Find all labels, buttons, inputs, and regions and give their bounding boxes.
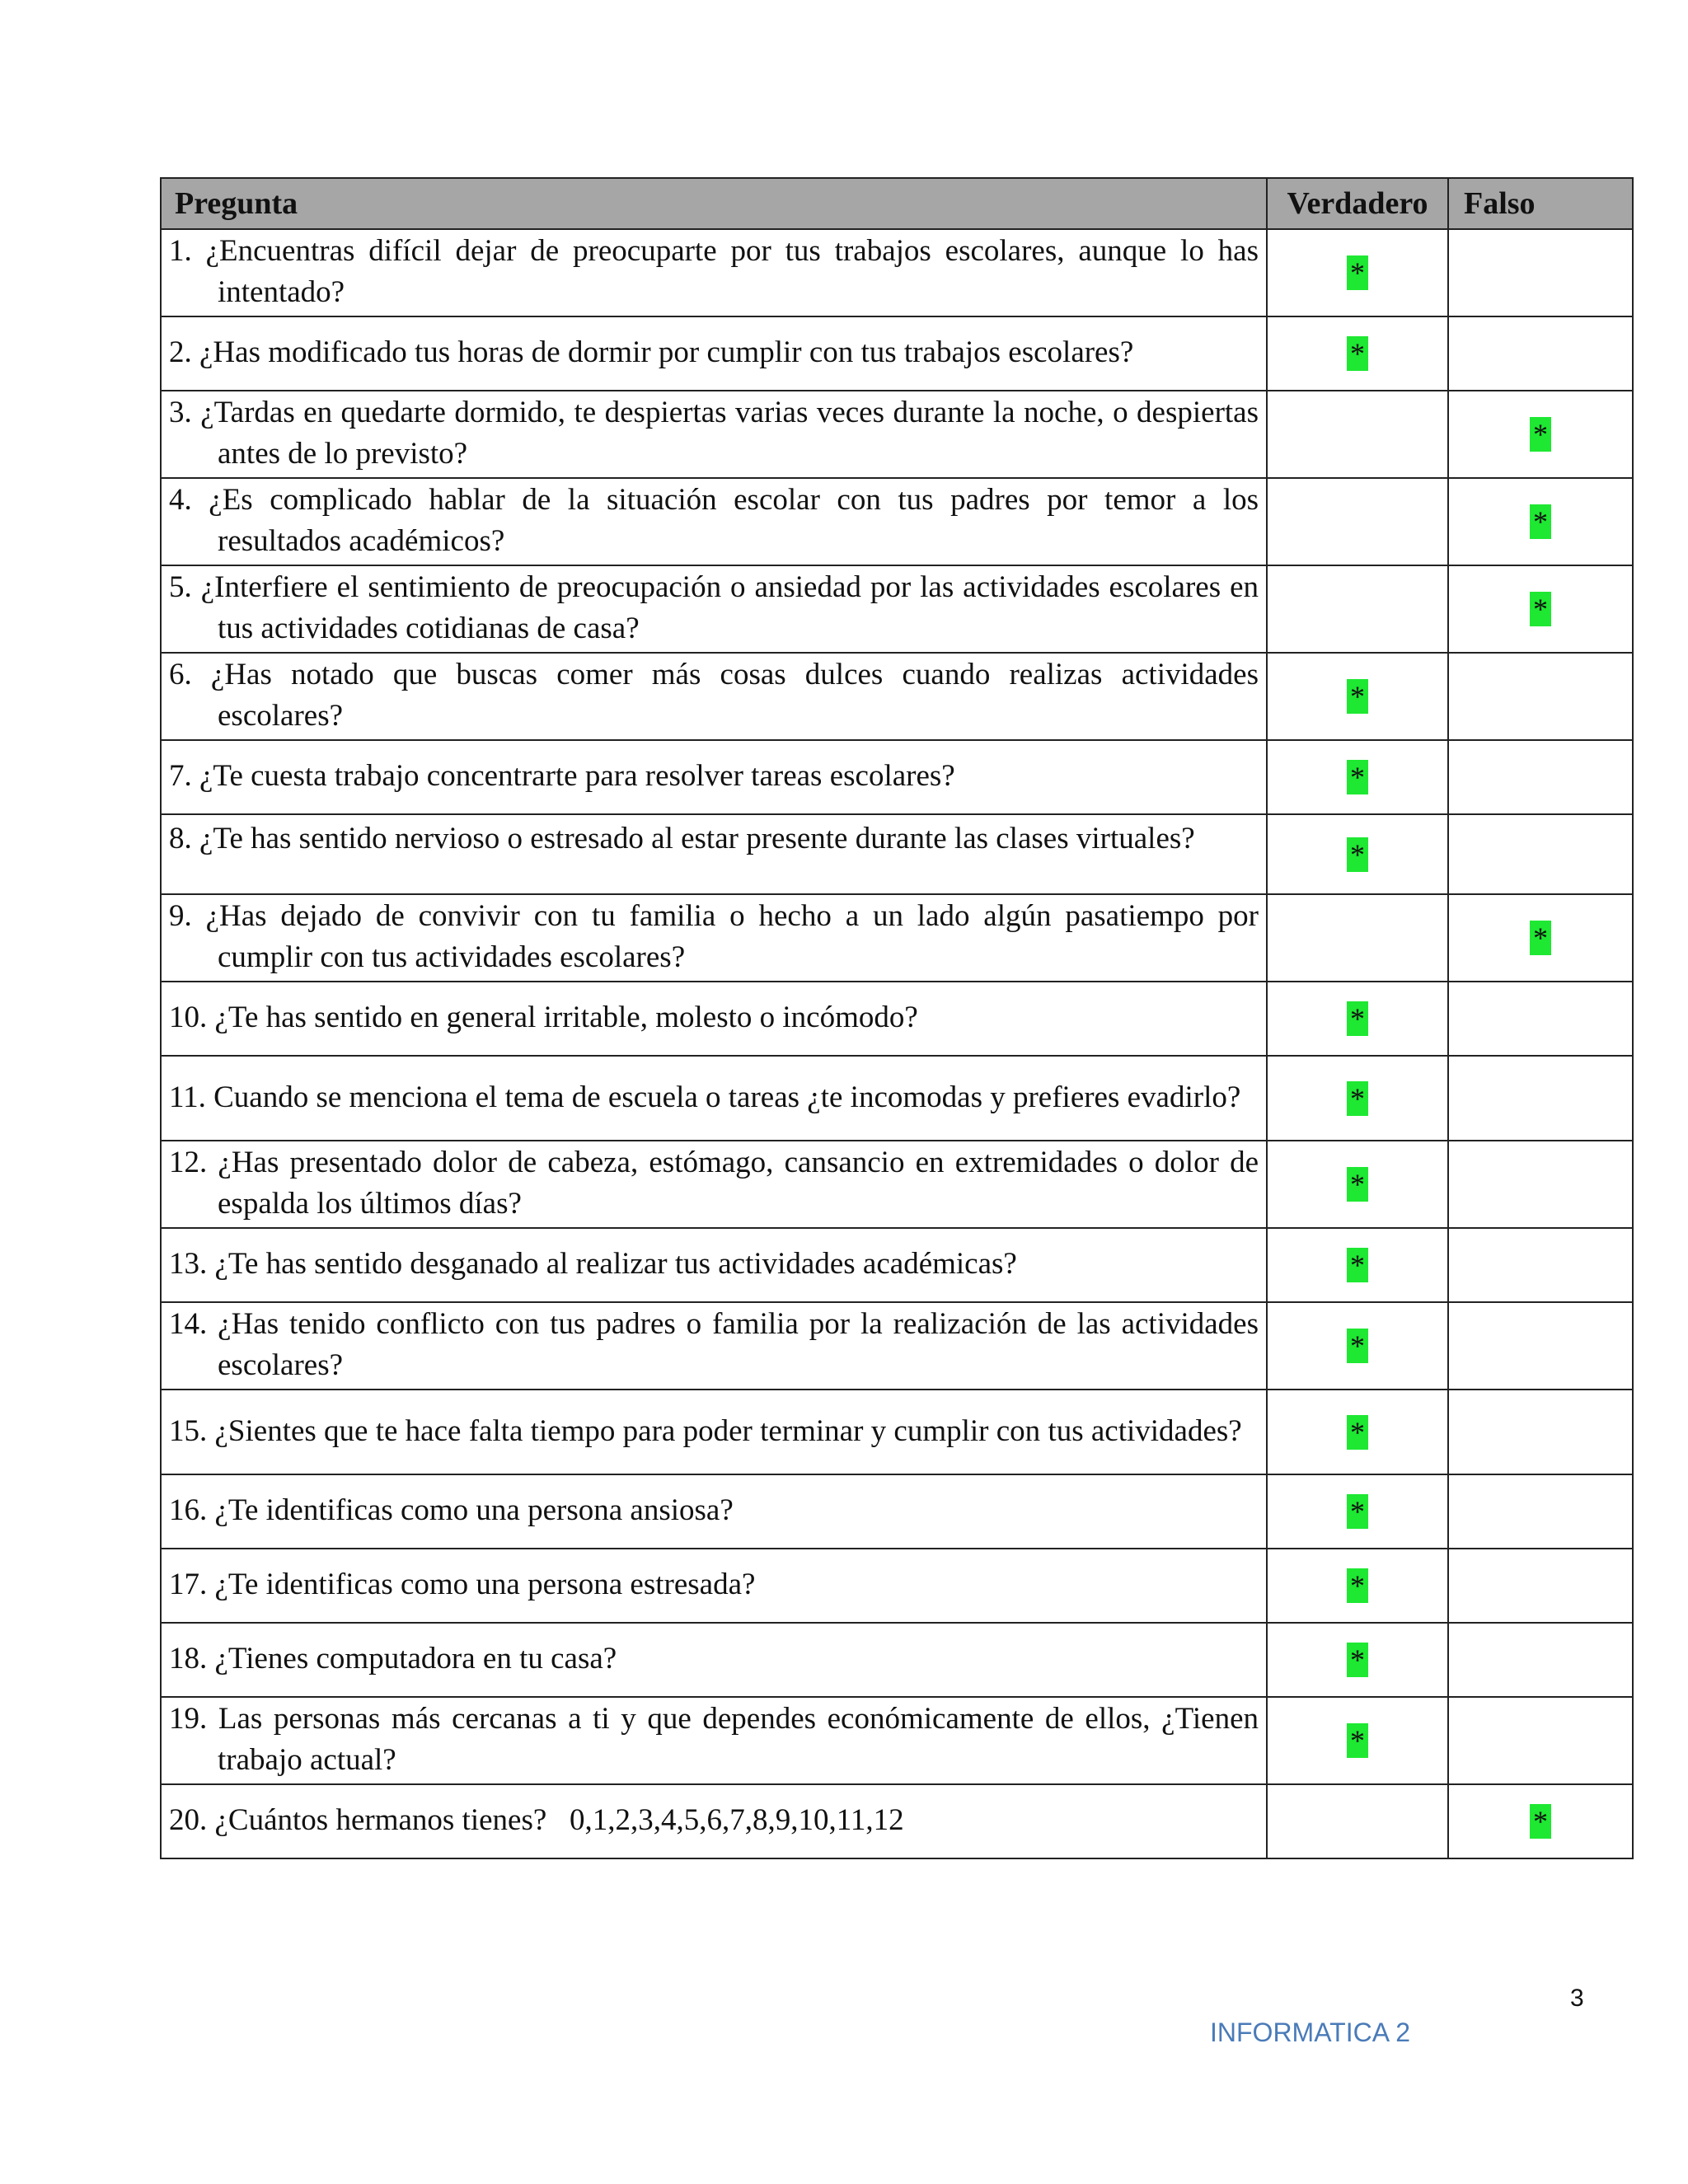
true-mark: *	[1347, 336, 1368, 371]
true-cell	[1267, 478, 1448, 565]
true-mark: *	[1347, 1167, 1368, 1202]
true-cell	[1267, 565, 1448, 653]
true-mark: *	[1347, 1415, 1368, 1450]
true-cell	[1267, 894, 1448, 982]
table-header-row	[161, 178, 1633, 229]
question-text: 3. ¿Tardas en quedarte dormido, te despiertas varias veces durante la noche, o despiertas antes de lo previsto?	[161, 391, 1267, 478]
false-cell	[1448, 1697, 1633, 1784]
false-cell	[1448, 1228, 1633, 1302]
true-mark: *	[1347, 760, 1368, 794]
table-row	[161, 982, 1633, 1056]
true-cell	[1267, 391, 1448, 478]
true-cell	[1267, 653, 1448, 740]
true-mark: *	[1347, 1568, 1368, 1603]
table-row	[161, 316, 1633, 391]
true-mark: *	[1347, 1494, 1368, 1529]
question-text: 12. ¿Has presentado dolor de cabeza, estómago, cansancio en extremidades o dolor de espalda los últimos días?	[161, 1141, 1267, 1228]
question-text: 1. ¿Encuentras difícil dejar de preocuparte por tus trabajos escolares, aunque lo has intentado?	[161, 229, 1267, 316]
table-row	[161, 1549, 1633, 1623]
header-question: Pregunta	[161, 178, 1267, 229]
question-text: 4. ¿Es complicado hablar de la situación escolar con tus padres por temor a los resultados académicos?	[161, 478, 1267, 565]
true-cell	[1267, 1474, 1448, 1549]
question-text: 14. ¿Has tenido conflicto con tus padres o familia por la realización de las actividades escolares?	[161, 1302, 1267, 1390]
question-text: 8. ¿Te has sentido nervioso o estresado al estar presente durante las clases virtuales?	[161, 814, 1267, 894]
true-cell	[1267, 1390, 1448, 1474]
false-cell	[1448, 391, 1633, 478]
false-cell	[1448, 1302, 1633, 1390]
true-cell	[1267, 229, 1448, 316]
false-cell	[1448, 316, 1633, 391]
footer-label: INFORMATICA 2	[1210, 2018, 1410, 2047]
false-cell	[1448, 740, 1633, 814]
false-cell	[1448, 1390, 1633, 1474]
question-text: 2. ¿Has modificado tus horas de dormir por cumplir con tus trabajos escolares?	[161, 316, 1267, 391]
question-text: 16. ¿Te identificas como una persona ansiosa?	[161, 1474, 1267, 1549]
false-cell	[1448, 894, 1633, 982]
table-row	[161, 1697, 1633, 1784]
false-mark: *	[1530, 1804, 1551, 1839]
table-row	[161, 894, 1633, 982]
true-mark: *	[1347, 837, 1368, 872]
true-cell	[1267, 1302, 1448, 1390]
table-row	[161, 1302, 1633, 1390]
false-cell	[1448, 1549, 1633, 1623]
true-cell	[1267, 316, 1448, 391]
question-text: 15. ¿Sientes que te hace falta tiempo para poder terminar y cumplir con tus actividades?	[161, 1390, 1267, 1474]
table-row	[161, 229, 1633, 316]
table-row	[161, 653, 1633, 740]
question-text: 17. ¿Te identificas como una persona estresada?	[161, 1549, 1267, 1623]
true-cell	[1267, 740, 1448, 814]
table-row	[161, 1228, 1633, 1302]
question-text: 10. ¿Te has sentido en general irritable, molesto o incómodo?	[161, 982, 1267, 1056]
true-mark: *	[1347, 679, 1368, 714]
false-cell	[1448, 1784, 1633, 1858]
question-text: 13. ¿Te has sentido desganado al realizar tus actividades académicas?	[161, 1228, 1267, 1302]
true-cell	[1267, 1784, 1448, 1858]
header-false: Falso	[1448, 178, 1633, 229]
true-mark: *	[1347, 1723, 1368, 1758]
true-cell	[1267, 1549, 1448, 1623]
false-cell	[1448, 478, 1633, 565]
true-mark: *	[1347, 255, 1368, 290]
question-text: 11. Cuando se menciona el tema de escuela o tareas ¿te incomodas y prefieres evadirlo?	[161, 1056, 1267, 1141]
true-mark: *	[1347, 1248, 1368, 1282]
table-row	[161, 1784, 1633, 1858]
question-text: 6. ¿Has notado que buscas comer más cosas dulces cuando realizas actividades escolares?	[161, 653, 1267, 740]
true-cell	[1267, 1141, 1448, 1228]
false-cell	[1448, 982, 1633, 1056]
false-cell	[1448, 229, 1633, 316]
false-mark: *	[1530, 592, 1551, 626]
table-row	[161, 814, 1633, 894]
true-cell	[1267, 1697, 1448, 1784]
table-row	[161, 1390, 1633, 1474]
question-text: 18. ¿Tienes computadora en tu casa?	[161, 1623, 1267, 1697]
false-cell	[1448, 814, 1633, 894]
true-cell	[1267, 1623, 1448, 1697]
table-row	[161, 740, 1633, 814]
survey-table	[160, 177, 1634, 1859]
false-mark: *	[1530, 504, 1551, 539]
table-row	[161, 565, 1633, 653]
table-row	[161, 1141, 1633, 1228]
false-cell	[1448, 1623, 1633, 1697]
true-cell	[1267, 1056, 1448, 1141]
true-mark: *	[1347, 1643, 1368, 1677]
page-number: 3	[1570, 1985, 1584, 2012]
true-mark: *	[1347, 1081, 1368, 1116]
true-cell	[1267, 1228, 1448, 1302]
false-cell	[1448, 653, 1633, 740]
question-text: 9. ¿Has dejado de convivir con tu familia o hecho a un lado algún pasatiempo por cumplir con tus actividades escolares?	[161, 894, 1267, 982]
false-cell	[1448, 565, 1633, 653]
table-row	[161, 1474, 1633, 1549]
false-mark: *	[1530, 417, 1551, 452]
true-mark: *	[1347, 1001, 1368, 1036]
question-text: 5. ¿Interfiere el sentimiento de preocupación o ansiedad por las actividades escolares en tus actividades cotidianas de casa?	[161, 565, 1267, 653]
false-mark: *	[1530, 921, 1551, 955]
question-text: 19. Las personas más cercanas a ti y que dependes económicamente de ellos, ¿Tienen trabajo actual?	[161, 1697, 1267, 1784]
question-text: 20. ¿Cuántos hermanos tienes? 0,1,2,3,4,5,6,7,8,9,10,11,12	[161, 1784, 1267, 1858]
false-cell	[1448, 1141, 1633, 1228]
table-row	[161, 1056, 1633, 1141]
question-text: 7. ¿Te cuesta trabajo concentrarte para resolver tareas escolares?	[161, 740, 1267, 814]
false-cell	[1448, 1056, 1633, 1141]
header-true: Verdadero	[1267, 178, 1448, 229]
true-cell	[1267, 982, 1448, 1056]
table-row	[161, 391, 1633, 478]
false-cell	[1448, 1474, 1633, 1549]
table-row	[161, 1623, 1633, 1697]
table-row	[161, 478, 1633, 565]
true-mark: *	[1347, 1329, 1368, 1363]
true-cell	[1267, 814, 1448, 894]
